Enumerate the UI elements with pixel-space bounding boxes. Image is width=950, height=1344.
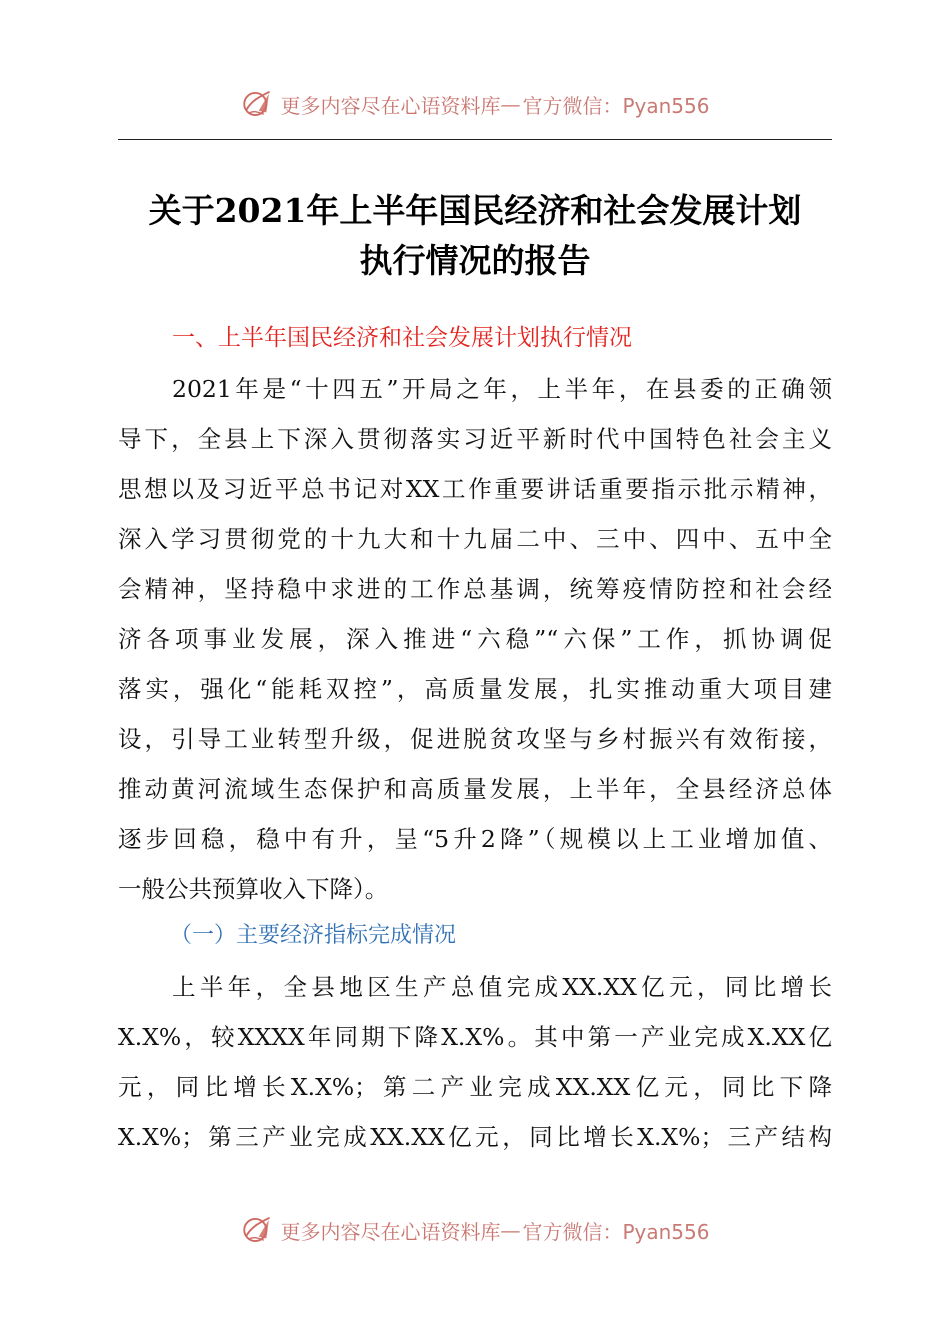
- watermark-wechat-text: 官方微信：Pyan556: [522, 1219, 710, 1244]
- paragraph-line: X.X%，较XXXX年同期下降X.X%。其中第一产业完成X.XX亿: [118, 1023, 832, 1051]
- paragraph-line: 2021年是“十四五”开局之年，上半年，在县委的正确领: [172, 375, 832, 403]
- title-line: 关于2021年上半年国民经济和社会发展计划: [148, 191, 802, 230]
- watermark-wechat-text: 官方微信：Pyan556: [522, 93, 710, 118]
- title-line: 执行情况的报告: [359, 241, 591, 280]
- paragraph-line: 导下，全县上下深入贯彻落实习近平新时代中国特色社会主义: [118, 425, 832, 453]
- subsection-heading: （一）主要经济指标完成情况: [170, 923, 457, 948]
- paragraph-line: 一般公共预算收入下降）。: [118, 875, 389, 903]
- section-heading: 一、上半年国民经济和社会发展计划执行情况: [172, 325, 632, 351]
- paragraph-line: 会精神，坚持稳中求进的工作总基调，统筹疫情防控和社会经: [118, 575, 832, 603]
- watermark-site-text: 更多内容尽在心语资料库: [280, 93, 501, 118]
- paragraph-indicators: [118, 962, 832, 1162]
- paragraph-line: 济各项事业发展，深入推进“六稳”“六保”工作，抓协调促: [118, 625, 832, 653]
- paragraph-intro: [118, 364, 832, 914]
- watermark-header: [0, 84, 950, 124]
- paragraph-line: 推动黄河流域生态保护和高质量发展，上半年，全县经济总体: [118, 775, 832, 803]
- header-divider: [118, 139, 832, 140]
- paragraph-line: X.X%；第三产业完成XX.XX亿元，同比增长X.X%；三产结构: [118, 1123, 832, 1151]
- paragraph-line: 深入学习贯彻党的十九大和十九届二中、三中、四中、五中全: [118, 525, 832, 553]
- paragraph-line: 上半年，全县地区生产总值完成XX.XX亿元，同比增长: [172, 973, 832, 1001]
- watermark-site-text: 更多内容尽在心语资料库: [280, 1219, 501, 1244]
- pen-swirl-logo-icon: [240, 1213, 274, 1247]
- paragraph-line: 思想以及习近平总书记对XX工作重要讲话重要指示批示精神，: [118, 475, 832, 503]
- pen-swirl-logo-icon: [240, 87, 274, 121]
- paragraph-line: 元，同比增长X.X%；第二产业完成XX.XX亿元，同比下降: [118, 1073, 832, 1101]
- watermark-footer: [0, 1210, 950, 1250]
- paragraph-line: 逐步回稳，稳中有升，呈“5升2降”（规模以上工业增加值、: [118, 825, 832, 853]
- paragraph-line: 设，引导工业转型升级，促进脱贫攻坚与乡村振兴有效衔接，: [118, 725, 832, 753]
- watermark-separator: —: [500, 1218, 521, 1242]
- paragraph-line: 落实，强化“能耗双控”，高质量发展，扎实推动重大项目建: [118, 675, 832, 703]
- document-title: [118, 186, 832, 286]
- watermark-separator: —: [500, 92, 521, 116]
